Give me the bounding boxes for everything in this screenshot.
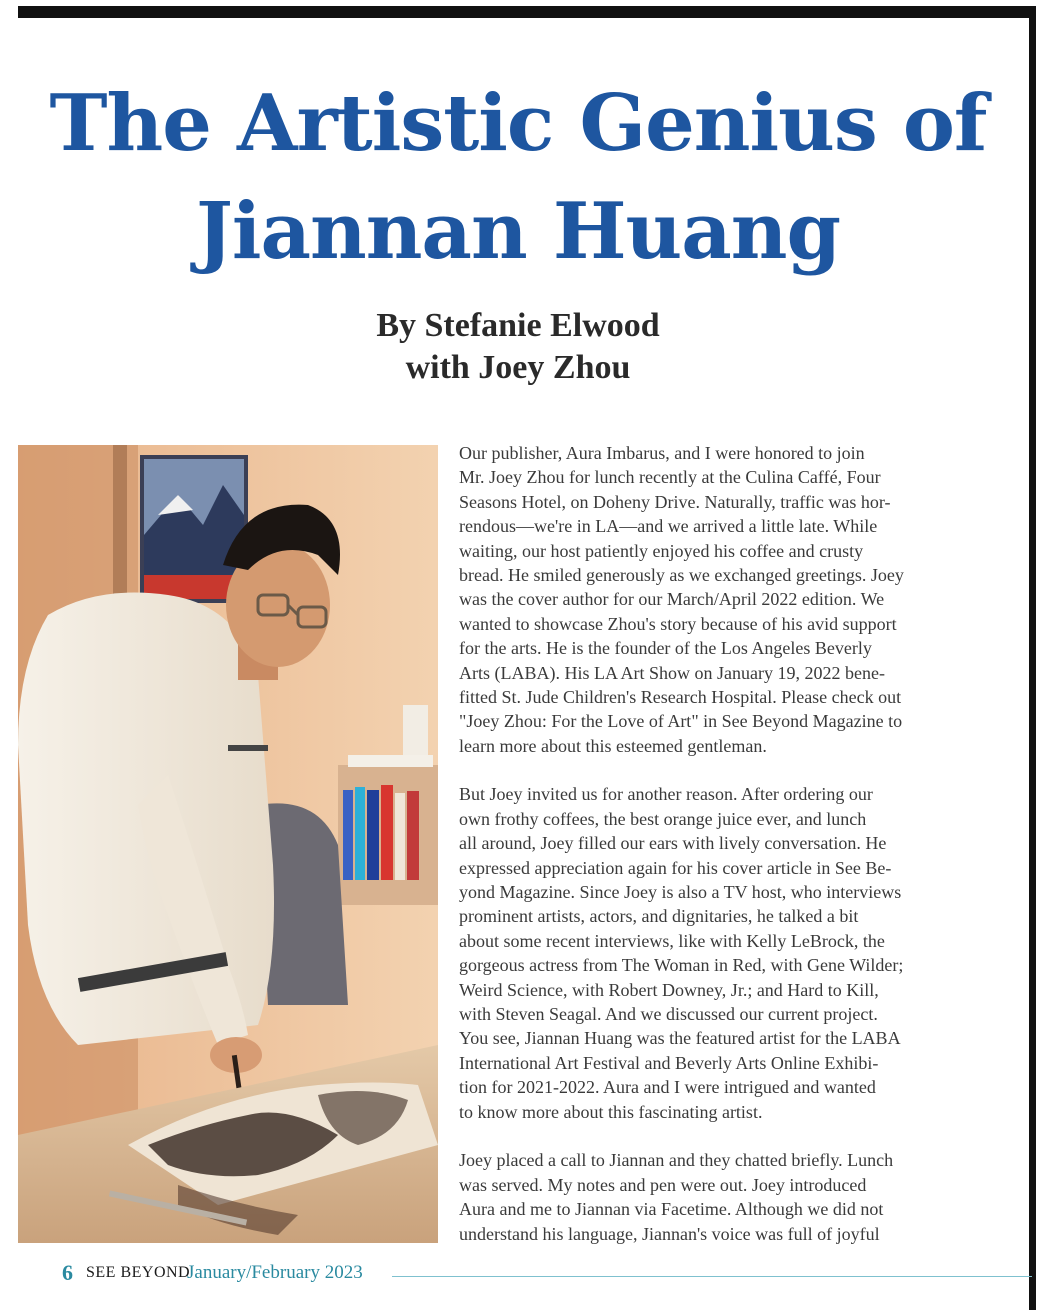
text-line: expressed appreciation again for his cover article in See Be-	[459, 857, 892, 878]
text-line: "Joey Zhou: For the Love of Art" in See Beyond Magazine to	[459, 711, 903, 732]
text-line: tion for 2021-2022. Aura and I were intrigued and wanted	[459, 1077, 876, 1098]
text-line: Aura and me to Jiannan via Facetime. Although we did not	[459, 1199, 884, 1220]
photo-illustration	[18, 445, 438, 1243]
text-line: understand his language, Jiannan's voice was full of joyful	[459, 1223, 880, 1244]
text-line: Arts (LABA). His LA Art Show on January 19, 2022 bene-	[459, 662, 885, 683]
title-line-1: The Artistic Genius of	[49, 78, 987, 169]
paragraph-gap	[459, 1124, 964, 1148]
issue-date: January/February 2023	[187, 1262, 363, 1283]
article-title	[18, 70, 1018, 286]
article-body	[459, 441, 964, 1246]
text-line: all around, Joey filled our ears with lively conversation. He	[459, 833, 887, 854]
footer-rule	[392, 1276, 1032, 1277]
text-line: own frothy coffees, the best orange juice ever, and lunch	[459, 808, 867, 829]
text-line: Seasons Hotel, on Doheny Drive. Naturally, traffic was hor-	[459, 491, 891, 512]
text-line: was the cover author for our March/April 2022 edition. We	[459, 589, 885, 610]
text-line: But Joey invited us for another reason. After ordering our	[459, 784, 873, 805]
paragraph-3	[459, 1148, 964, 1246]
text-line: bread. He smiled generously as we exchanged greetings. Joey	[459, 564, 904, 585]
text-line: Our publisher, Aura Imbarus, and I were honored to join	[459, 443, 865, 463]
text-line: with Steven Seagal. And we discussed our current project.	[459, 1003, 878, 1024]
byline-author: By Stefanie Elwood	[376, 307, 660, 344]
text-line: fitted St. Jude Children's Research Hospital. Please check out	[459, 686, 902, 707]
text-line: to know more about this fascinating artist.	[459, 1101, 763, 1122]
paragraph-1	[459, 441, 964, 758]
text-line: for the arts. He is the founder of the Los Angeles Beverly	[459, 638, 872, 659]
text-line: wanted to showcase Zhou's story because of his avid support	[459, 613, 897, 634]
text-line: You see, Jiannan Huang was the featured artist for the LABA	[459, 1028, 901, 1049]
text-line: Weird Science, with Robert Downey, Jr.; and Hard to Kill,	[459, 979, 879, 1000]
right-border	[1029, 6, 1036, 1310]
title-line-2: Jiannan Huang	[195, 186, 841, 277]
top-border	[18, 6, 1036, 18]
byline	[18, 305, 1018, 389]
page-footer	[62, 1260, 1022, 1290]
text-line: learn more about this esteemed gentleman.	[459, 735, 767, 756]
text-line: Joey placed a call to Jiannan and they chatted briefly. Lunch	[459, 1150, 894, 1171]
text-line: prominent artists, actors, and dignitaries, he talked a bit	[459, 906, 859, 927]
text-line: International Art Festival and Beverly Arts Online Exhibi-	[459, 1052, 879, 1073]
paragraph-gap	[459, 758, 964, 782]
byline-coauthor: with Joey Zhou	[405, 349, 631, 386]
paragraph-2	[459, 782, 964, 1123]
text-line: about some recent interviews, like with Kelly LeBrock, the	[459, 930, 885, 951]
page-number: 6	[62, 1260, 73, 1285]
text-line: was served. My notes and pen were out. Joey introduced	[459, 1174, 867, 1195]
artist-painting-photo	[18, 445, 438, 1243]
text-line: gorgeous actress from The Woman in Red, with Gene Wilder;	[459, 955, 904, 976]
magazine-name: SEE BEYOND	[86, 1264, 191, 1281]
text-line: Mr. Joey Zhou for lunch recently at the Culina Caffé, Four	[459, 467, 881, 488]
text-line: waiting, our host patiently enjoyed his coffee and crusty	[459, 540, 864, 561]
text-line: yond Magazine. Since Joey is also a TV host, who interviews	[459, 882, 902, 903]
text-line: rendous—we're in LA—and we arrived a little late. While	[459, 516, 878, 537]
